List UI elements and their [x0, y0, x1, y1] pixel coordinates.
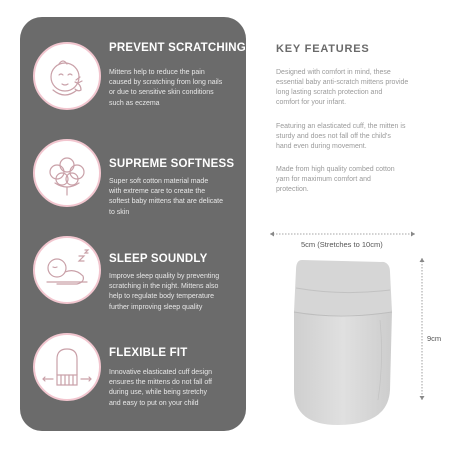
feature-description-line: softest baby mittens that are delicate	[109, 198, 224, 206]
feature-description-line: Improve sleep quality by preventing	[109, 273, 220, 280]
height-dimension-label: 9cm	[427, 334, 442, 343]
feature-title: FLEXIBLE FIT	[109, 347, 188, 359]
feature-description-line: to skin	[109, 208, 130, 216]
key-features-line: Featuring an elasticated cuff, the mitten is	[276, 123, 406, 130]
mitten-image	[280, 250, 410, 430]
key-features-line: comfort for your infant.	[276, 99, 347, 106]
feature-description-line: ensures the mittens do not fall off	[109, 379, 212, 387]
key-features-line: essential baby anti-scratch mittens provide	[276, 79, 409, 86]
feature-description-line: or due to sensitive skin conditions	[109, 89, 214, 97]
feature-title: SLEEP SOUNDLY	[109, 253, 208, 265]
feature-description-line: further improving sleep quality	[109, 303, 203, 311]
feature-title: SUPREME SOFTNESS	[109, 158, 235, 170]
feature-description-line: and easy to put on your child	[109, 399, 199, 407]
key-features-title: KEY FEATURES	[276, 43, 370, 55]
key-features-line: Made from high quality combed cotton	[276, 166, 395, 173]
feature-title: PREVENT SCRATCHING	[109, 42, 246, 54]
feature-description-line: with extreme care to create the	[109, 188, 206, 196]
key-features-line: yarn for maximum comfort and	[276, 176, 371, 183]
feature-description-line: scratching in the night. Mittens also	[109, 283, 219, 291]
key-features-line: hand even during movement.	[276, 143, 367, 150]
feature-description-line: caused by scratching from long nails	[109, 79, 223, 87]
key-features-line: protection.	[276, 186, 309, 193]
feature-description-line: Innovative elasticated cuff design	[109, 369, 212, 376]
feature-description-line: Super soft cotton material made	[109, 178, 209, 185]
feature-description-line: such as eczema	[109, 99, 160, 107]
feature-description-line: help to regulate body temperature	[109, 293, 215, 301]
key-features-line: sturdy and does not fall off the child's	[276, 133, 391, 140]
feature-description-line: Mittens help to reduce the pain	[109, 69, 205, 76]
key-features-line: long lasting scratch protection and	[276, 89, 383, 96]
key-features-line: Designed with comfort in mind, these	[276, 69, 391, 76]
width-dimension-label: 5cm (Stretches to 10cm)	[301, 240, 383, 249]
feature-description-line: during use, while being stretchy	[109, 389, 208, 397]
